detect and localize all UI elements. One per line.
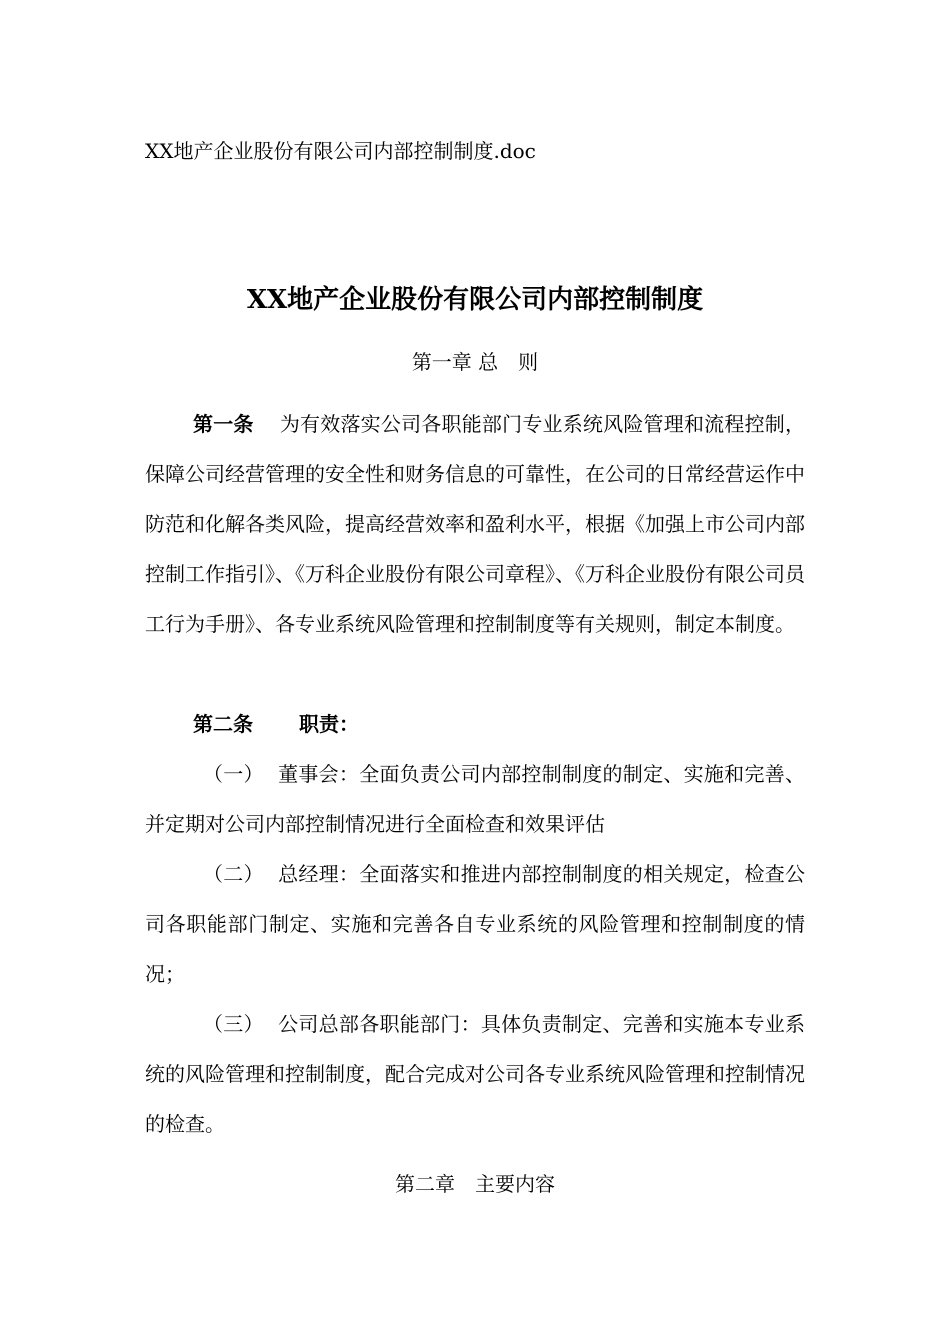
list-item-marker: （一） bbox=[203, 762, 264, 786]
document-title: XX地产企业股份有限公司内部控制制度 bbox=[246, 285, 704, 315]
list-item-text: 公司总部各职能部门：具体负责制定、完善和实施本专业系统的风险管理和控制制度，配合完成对公司各专业系统风险管理和控制情况的检查。 bbox=[145, 1012, 806, 1136]
article-label: 第一条 bbox=[193, 412, 254, 436]
document-filename: XX地产企业股份有限公司内部控制制度.doc bbox=[145, 139, 536, 163]
list-item bbox=[145, 749, 805, 849]
article-paragraph bbox=[145, 399, 805, 649]
list-item-text: 董事会：全面负责公司内部控制制度的制定、实施和完善、并定期对公司内部控制情况进行全面检查和效果评估 bbox=[145, 762, 806, 836]
article-paragraph bbox=[145, 699, 805, 749]
list-item bbox=[145, 999, 805, 1149]
article-label: 第二条 bbox=[193, 712, 253, 736]
article-text: 职责： bbox=[299, 712, 359, 736]
list-item bbox=[145, 849, 805, 999]
chapter-heading: 第一章 总 则 bbox=[411, 350, 539, 374]
article-text: 为有效落实公司各职能部门专业系统风险管理和流程控制，保障公司经营管理的安全性和财务信息的可靠性，在公司的日常经营运作中防范和化解各类风险，提高经营效率和盈利水平，根据《加强上市公司内部控制工作指引》、《万科企业股份有限公司章程》、《万科企业股份有限公司员工行为手册》、各专业系统风险管理和控制制度等有关规则，制定本制度。 bbox=[145, 412, 806, 636]
chapter-heading: 第二章 主要内容 bbox=[395, 1172, 555, 1196]
list-item-text: 总经理：全面落实和推进内部控制制度的相关规定，检查公司各职能部门制定、实施和完善各自专业系统的风险管理和控制制度的情况； bbox=[145, 862, 806, 986]
list-item-marker: （三） bbox=[203, 1012, 264, 1036]
list-item-marker: （二） bbox=[203, 862, 264, 886]
